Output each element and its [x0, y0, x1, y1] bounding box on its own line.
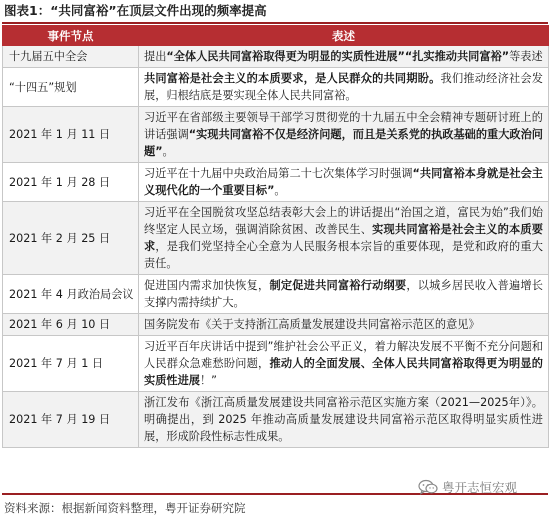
figure-title: 图表1：“共同富裕”在顶层文件出现的频率提高: [4, 3, 267, 18]
watermark-text: 粤开志恒宏观: [442, 480, 518, 495]
event-node-cell: 2021 年 1 月 28 日: [3, 163, 139, 202]
event-description-cell: [139, 336, 549, 392]
table-row: [3, 202, 549, 275]
description-emphasis: “共同富裕本身就是社会主义现代化的一个重要目标”: [144, 167, 543, 197]
description-emphasis: 制定促进共同富裕行动纲要: [269, 279, 407, 292]
event-node-cell: 2021 年 1 月 11 日: [3, 107, 139, 163]
event-description-cell: [139, 202, 549, 275]
event-node-cell: 十九届五中全会: [3, 46, 139, 68]
event-description-cell: [139, 314, 549, 336]
description-emphasis: 推动人的全面发展、全体人民共同富裕取得更为明显的实质性进展: [144, 357, 543, 387]
description-text: ！”: [199, 374, 217, 387]
table-row: [3, 314, 549, 336]
description-text: 国务院发布《关于支持浙江高质量发展建设共同富裕示范区的意见》: [144, 318, 480, 331]
header-desc: 表述: [139, 26, 549, 46]
event-node-cell: 2021 年 6 月 10 日: [3, 314, 139, 336]
event-description-cell: [139, 163, 549, 202]
top-rule: [2, 22, 548, 24]
table-row: [3, 275, 549, 314]
description-text: ，是我们党坚持全心全意为人民服务根本宗旨的重要体现，是党和政府的重大责任。: [144, 240, 543, 270]
wechat-icon: [418, 479, 438, 495]
watermark: [418, 478, 517, 496]
event-description-cell: [139, 275, 549, 314]
event-node-cell: 2021 年 4 月政治局会议: [3, 275, 139, 314]
event-node-cell: 2021 年 7 月 1 日: [3, 336, 139, 392]
description-text: 。: [162, 145, 174, 158]
event-node-cell: 2021 年 7 月 19 日: [3, 392, 139, 448]
table-row: [3, 46, 549, 68]
description-text: 习近平在全国脱贫攻坚总结表彰大会上的讲话提出“治国之道，富民为始”我们始终坚定人民立场，强调消除贫困、改善民生、: [144, 206, 543, 236]
description-text: 习近平在十九届中央政治局第二十七次集体学习时强调: [144, 167, 413, 180]
description-text: 浙江发布《浙江高质量发展建设共同富裕示范区实施方案（2021—2025年）》。明确提出，到 2025 年推动高质量发展建设共同富裕示范区取得明显实质性进展，形成阶段性标志性成果。: [144, 396, 543, 443]
table-row: [3, 336, 549, 392]
description-text: 习近平百年庆讲话中提到”维护社会公平正义，着力解决发展不平衡不充分问题和人民群众急难愁盼问题，: [144, 340, 543, 370]
description-emphasis: “实现共同富裕不仅是经济问题，而且是关系党的执政基础的重大政治问题”: [144, 128, 543, 158]
event-node-cell: “十四五”规划: [3, 68, 139, 107]
event-description-cell: [139, 46, 549, 68]
header-node: 事件节点: [3, 26, 139, 46]
table-row: [3, 68, 549, 107]
event-description-cell: [139, 107, 549, 163]
table-row: [3, 392, 549, 448]
source-note: 资料来源：根据新闻资料整理，粤开证券研究院: [4, 501, 246, 515]
event-description-cell: [139, 392, 549, 448]
table-row: [3, 107, 549, 163]
description-text: ，以城乡居民收入普遍增长支撑内需持续扩大。: [144, 279, 543, 309]
description-text: 提出: [144, 50, 167, 63]
description-text: 习近平在省部级主要领导干部学习贯彻党的十九届五中全会精神专题研讨班上的讲话强调: [144, 111, 543, 141]
description-emphasis: 实现共同富裕是社会主义的本质要求: [144, 223, 543, 253]
description-text: 促进国内需求加快恢复，: [144, 279, 270, 292]
description-emphasis: 共同富裕是社会主义的本质要求，是人民群众的共同期盼。: [144, 72, 441, 85]
table-row: [3, 163, 549, 202]
description-text: 我们推动经济社会发展，归根结底是要实现全体人民共同富裕。: [144, 72, 543, 102]
description-text: 。: [274, 184, 286, 197]
header-row: [3, 26, 549, 46]
description-emphasis: “全体人民共同富裕取得更为明显的实质性进展”“扎实推动共同富裕”: [166, 50, 510, 63]
events-table: [2, 25, 549, 448]
description-text: 等表述: [509, 50, 543, 63]
event-node-cell: 2021 年 2 月 25 日: [3, 202, 139, 275]
event-description-cell: [139, 68, 549, 107]
